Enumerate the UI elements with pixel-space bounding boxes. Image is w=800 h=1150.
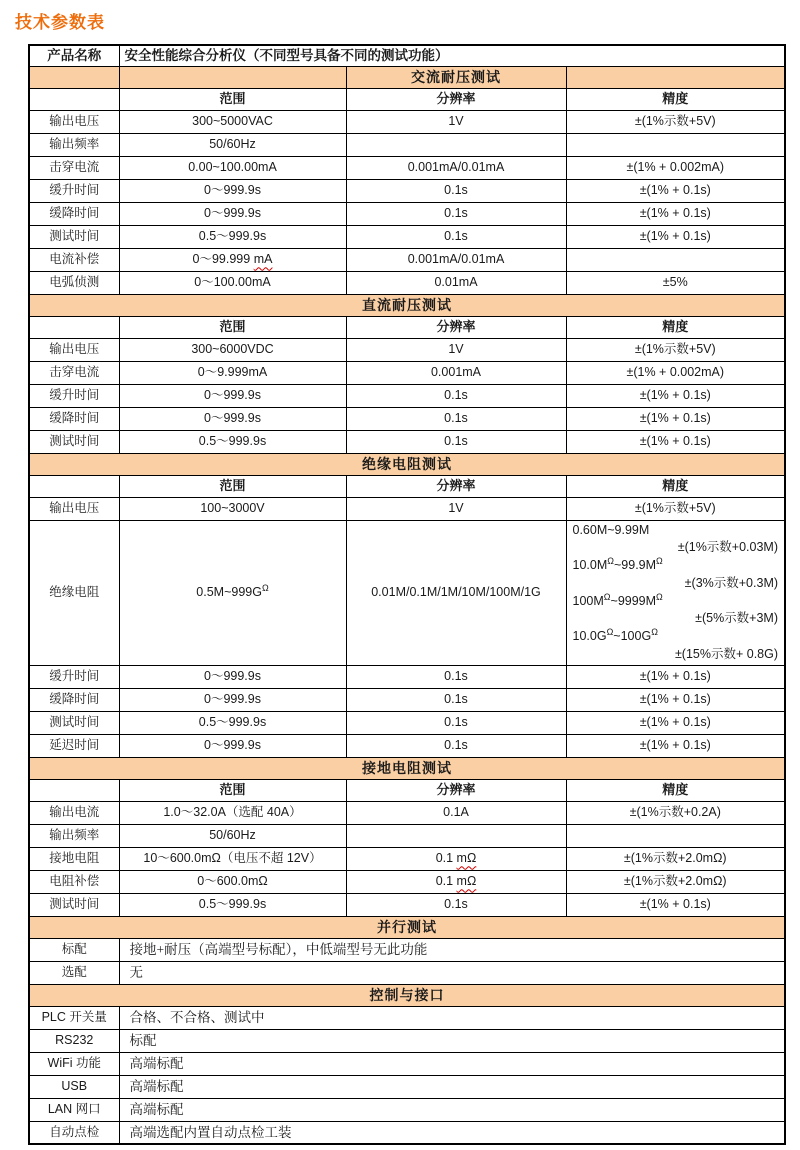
range-cell: 0～100.00mA [119,271,346,294]
table-row-section [29,294,785,316]
table-row-kv [29,961,785,984]
resolution-cell: 0.1s [346,665,566,688]
resolution-cell: 0.1 mΩ [346,870,566,893]
page-title: 技术参数表 [15,13,105,32]
column-header: 范围 [119,316,346,338]
precision-cell: ±(1% + 0.1s) [566,430,785,453]
param-label: 测试时间 [29,711,119,734]
precision-line: 0.60M~9.99M [572,522,650,537]
column-header [29,316,119,338]
table-row-section [29,757,785,779]
column-header [29,779,119,801]
column-header: 分辨率 [346,316,566,338]
column-header: 范围 [119,88,346,110]
table-row-data [29,202,785,225]
param-label: 自动点检 [29,1121,119,1144]
spellcheck-squiggle: mΩ [456,851,477,866]
precision-cell: ±(1% + 0.1s) [566,893,785,916]
precision-line: ±(1%示数+0.03M) [677,540,779,555]
range-cell: 0～999.9s [119,407,346,430]
range-cell: 100~3000V [119,497,346,520]
section-title: 直流耐压测试 [29,294,785,316]
precision-cell: ±(1% + 0.1s) [566,179,785,202]
param-label: 标配 [29,938,119,961]
section-spacer-cell [29,66,119,88]
section-spacer-cell [119,66,346,88]
param-label: 输出电流 [29,801,119,824]
table-row-data [29,688,785,711]
table-row-data [29,497,785,520]
param-label: 缓升时间 [29,384,119,407]
precision-cell: ±(1%示数+5V) [566,338,785,361]
table-row-section [29,916,785,938]
range-cell: 1.0～32.0A（选配 40A） [119,801,346,824]
column-header: 精度 [566,316,785,338]
param-label: 输出电压 [29,497,119,520]
spec-table [28,44,786,1145]
table-row-kv [29,938,785,961]
param-label: 测试时间 [29,225,119,248]
param-label: 输出频率 [29,133,119,156]
value-cell: 高端标配 [119,1098,785,1121]
param-label: 输出频率 [29,824,119,847]
precision-cell: ±(1% + 0.1s) [566,202,785,225]
range-cell: 10～600.0mΩ（电压不超 12V） [119,847,346,870]
table-row-kv [29,1098,785,1121]
param-label: 测试时间 [29,893,119,916]
resolution-cell: 0.1s [346,179,566,202]
precision-cell: ±(1% + 0.1s) [566,225,785,248]
product-name-label: 产品名称 [29,45,119,66]
table-row-data [29,248,785,271]
section-title: 绝缘电阻测试 [29,453,785,475]
table-row-data [29,893,785,916]
param-label: LAN 网口 [29,1098,119,1121]
table-row-data [29,430,785,453]
param-label: 电阻补偿 [29,870,119,893]
precision-cell: ±(1% + 0.1s) [566,711,785,734]
section-title: 接地电阻测试 [29,757,785,779]
resolution-cell: 0.1s [346,384,566,407]
param-label: 缓降时间 [29,688,119,711]
spellcheck-squiggle: mΩ [456,874,477,889]
range-cell: 0～9.999mA [119,361,346,384]
range-cell: $0.5M\sim 999G^\Omega$ [119,520,346,665]
product-name-value: 安全性能综合分析仪（不同型号具备不同的测试功能） [119,45,785,66]
resolution-cell: 0.1 mΩ [346,847,566,870]
column-header: 范围 [119,779,346,801]
table-row-cols [29,779,785,801]
precision-cell [566,248,785,271]
table-row-data [29,847,785,870]
table-row-cols [29,316,785,338]
value-cell: 高端选配内置自动点检工装 [119,1121,785,1144]
range-cell: 0～999.9s [119,179,346,202]
table-row-big [29,520,785,665]
precision-cell: ±(1% + 0.1s) [566,688,785,711]
column-header: 精度 [566,475,785,497]
precision-line: $10.0M^\Omega\sim 99.9M^\Omega$ [572,555,663,573]
range-cell: 0.5～999.9s [119,711,346,734]
column-header: 分辨率 [346,779,566,801]
resolution-cell: 1V [346,110,566,133]
table-row-section [29,453,785,475]
resolution-cell: 1V [346,338,566,361]
column-header: 精度 [566,88,785,110]
table-row-data [29,407,785,430]
table-row-section [29,984,785,1006]
param-label: 选配 [29,961,119,984]
resolution-cell: 0.01M/0.1M/1M/10M/100M/1G [346,520,566,665]
column-header: 范围 [119,475,346,497]
resolution-cell: 0.1s [346,711,566,734]
resolution-cell: 0.001mA/0.01mA [346,248,566,271]
param-label: 缓降时间 [29,407,119,430]
resolution-cell [346,133,566,156]
param-label: 电弧侦测 [29,271,119,294]
range-cell: 0～99.999 mA [119,248,346,271]
param-label: 电流补偿 [29,248,119,271]
range-cell: 50/60Hz [119,824,346,847]
table-row-data [29,824,785,847]
precision-cell: ±(1%示数+0.2A) [566,801,785,824]
param-label: 测试时间 [29,430,119,453]
value-cell: 高端标配 [119,1075,785,1098]
precision-line: ±(3%示数+0.3M) [684,575,779,590]
table-row-cols [29,88,785,110]
resolution-cell: 0.1s [346,407,566,430]
param-label: 接地电阻 [29,847,119,870]
value-cell: 接地+耐压（高端型号标配），中低端型号无此功能 [119,938,785,961]
table-row-data [29,271,785,294]
range-cell: 0～999.9s [119,688,346,711]
precision-cell [566,520,785,665]
resolution-cell: 0.01mA [346,271,566,294]
precision-cell: ±(1% + 0.1s) [566,665,785,688]
param-label: 缓升时间 [29,665,119,688]
resolution-cell: 0.1s [346,893,566,916]
resolution-cell: 1V [346,497,566,520]
range-cell: 0～999.9s [119,384,346,407]
section-spacer-cell [566,66,785,88]
precision-cell: ±(1% + 0.1s) [566,384,785,407]
param-label: 输出电压 [29,338,119,361]
resolution-cell: 0.1s [346,688,566,711]
precision-cell: ±(1%示数+5V) [566,497,785,520]
precision-cell: ±5% [566,271,785,294]
param-label: 缓降时间 [29,202,119,225]
table-row-section_split [29,66,785,88]
precision-line: $10.0G^\Omega\sim 100G^\Omega$ [572,626,658,644]
table-row-data [29,711,785,734]
table-row-data [29,734,785,757]
range-cell: 0～999.9s [119,202,346,225]
table-row-kv [29,1075,785,1098]
table-row-data [29,384,785,407]
range-cell: 0～600.0mΩ [119,870,346,893]
table-row-kv [29,1029,785,1052]
section-title: 控制与接口 [29,984,785,1006]
param-label: 延迟时间 [29,734,119,757]
spellcheck-squiggle: mA [253,252,273,267]
resolution-cell: 0.1s [346,202,566,225]
value-cell: 合格、不合格、测试中 [119,1006,785,1029]
resolution-cell [346,824,566,847]
precision-cell [566,133,785,156]
column-header: 分辨率 [346,88,566,110]
param-label: RS232 [29,1029,119,1052]
param-label: 击穿电流 [29,361,119,384]
spec-table-body [29,45,785,1144]
table-row-kv [29,1006,785,1029]
precision-cell: ±(1%示数+5V) [566,110,785,133]
table-row-cols [29,475,785,497]
range-cell: 0～999.9s [119,734,346,757]
table-row-data [29,110,785,133]
table-row-data [29,225,785,248]
resolution-cell: 0.001mA [346,361,566,384]
section-title: 交流耐压测试 [346,66,566,88]
range-cell: 0.5～999.9s [119,893,346,916]
value-cell: 高端标配 [119,1052,785,1075]
table-row-kv [29,1121,785,1144]
value-cell: 无 [119,961,785,984]
range-cell: 0～999.9s [119,665,346,688]
column-header: 分辨率 [346,475,566,497]
column-header: 精度 [566,779,785,801]
param-label: USB [29,1075,119,1098]
column-header [29,475,119,497]
range-cell: 0.5～999.9s [119,430,346,453]
table-row-kv [29,1052,785,1075]
range-cell: 0.5～999.9s [119,225,346,248]
precision-line: ±(15%示数+ 0.8G) [674,646,779,661]
param-label: WiFi 功能 [29,1052,119,1075]
param-label: 击穿电流 [29,156,119,179]
precision-line: ±(5%示数+3M) [695,611,779,626]
resolution-cell: 0.1A [346,801,566,824]
resolution-cell: 0.001mA/0.01mA [346,156,566,179]
range-cell: 300~6000VDC [119,338,346,361]
param-label: 输出电压 [29,110,119,133]
value-cell: 标配 [119,1029,785,1052]
precision-line: $100M^\Omega\sim 9999M^\Omega$ [572,591,663,608]
precision-cell [566,824,785,847]
resolution-cell: 0.1s [346,225,566,248]
table-row-product [29,45,785,66]
table-row-data [29,801,785,824]
table-row-data [29,665,785,688]
range-cell: 50/60Hz [119,133,346,156]
param-label: 绝缘电阻 [29,520,119,665]
precision-cell: ±(1% + 0.1s) [566,407,785,430]
range-cell: 0.00~100.00mA [119,156,346,179]
precision-cell: ±(1% + 0.002mA) [566,361,785,384]
precision-cell: ±(1%示数+2.0mΩ) [566,847,785,870]
resolution-cell: 0.1s [346,734,566,757]
precision-cell: ±(1%示数+2.0mΩ) [566,870,785,893]
resolution-cell: 0.1s [346,430,566,453]
precision-cell: ±(1% + 0.1s) [566,734,785,757]
precision-cell: ±(1% + 0.002mA) [566,156,785,179]
table-row-data [29,179,785,202]
table-row-data [29,870,785,893]
table-row-data [29,133,785,156]
range-cell: 300~5000VAC [119,110,346,133]
table-row-data [29,338,785,361]
column-header [29,88,119,110]
table-row-data [29,156,785,179]
table-row-data [29,361,785,384]
param-label: 缓升时间 [29,179,119,202]
section-title: 并行测试 [29,916,785,938]
param-label: PLC 开关量 [29,1006,119,1029]
